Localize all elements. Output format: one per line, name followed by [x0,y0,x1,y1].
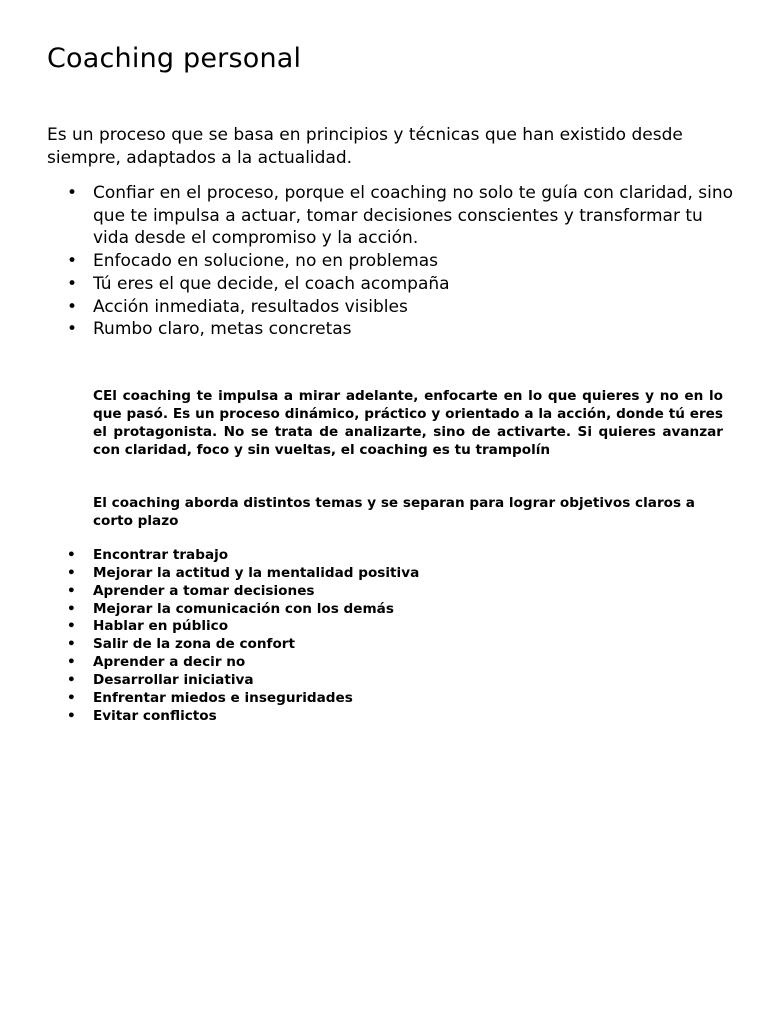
bullet-icon: • [67,689,76,706]
main-points-list [47,182,737,341]
bullet-icon: • [67,183,78,203]
coaching-quote-paragraph: CEl coaching te impulsa a mirar adelante, enfocarte en lo que quieres y no en lo que pasó. Es un proceso dinámico, práctico y orientado a la acción, donde tú eres el protagonista. No se trata de analizarte, sino de activarte. Si quieres avanzar con claridad, foco y sin vueltas, el coaching es tu trampolín [93,388,723,459]
list-item-text: Acción inmediata, resultados visibles [93,296,408,317]
list-item-text: Evitar conflictos [93,707,217,724]
list-item-text: Mejorar la actitud y la mentalidad positiva [93,564,420,581]
list-item [47,547,727,565]
list-item-text: Desarrollar iniciativa [93,671,254,688]
bullet-icon: • [67,251,78,272]
list-item-text: Salir de la zona de confort [93,636,296,653]
list-item [47,618,727,636]
bullet-icon: • [67,319,78,340]
list-item-text: Confiar en el proceso, porque el coaching no solo te guía con claridad, sino que te impulsa a actuar, tomar decisiones conscientes y transformar tu vida desde el compromiso y la acción. [93,183,734,249]
topics-intro-paragraph: El coaching aborda distintos temas y se separan para lograr objetivos claros a corto plazo [93,495,695,530]
list-item [47,636,727,654]
list-item [47,708,727,726]
list-item-text: Rumbo claro, metas concretas [93,319,352,340]
list-item [47,318,737,341]
bullet-icon: • [67,296,78,317]
list-item-text: Enfocado en solucione, no en problemas [93,251,438,272]
bullet-icon: • [67,273,78,294]
page-title: Coaching personal [47,43,302,74]
bullet-icon: • [67,636,76,653]
list-item-text: Aprender a decir no [93,654,246,671]
list-item [47,273,737,296]
list-item-text: Tú eres el que decide, el coach acompaña [93,273,450,294]
bullet-icon: • [67,654,76,671]
list-item [47,654,727,672]
bullet-icon: • [67,707,76,724]
list-item [47,250,737,273]
list-item [47,182,737,250]
list-item-text: Aprender a tomar decisiones [93,582,315,599]
list-item [47,690,727,708]
list-item-text: Mejorar la comunicación con los demás [93,600,394,617]
list-item [47,583,727,601]
list-item [47,601,727,619]
bullet-icon: • [67,582,76,599]
list-item [47,672,727,690]
bullet-icon: • [67,600,76,617]
topics-list [47,547,727,725]
bullet-icon: • [67,547,76,563]
list-item-text: Enfrentar miedos e inseguridades [93,689,353,706]
bullet-icon: • [67,564,76,581]
list-item-text: Hablar en público [93,618,229,635]
list-item [47,565,727,583]
list-item [47,296,737,319]
list-item-text: Encontrar trabajo [93,547,229,563]
bullet-icon: • [67,618,76,635]
intro-paragraph: Es un proceso que se basa en principios y técnicas que han existido desde siempre, adaptados a la actualidad. [47,125,683,168]
bullet-icon: • [67,671,76,688]
